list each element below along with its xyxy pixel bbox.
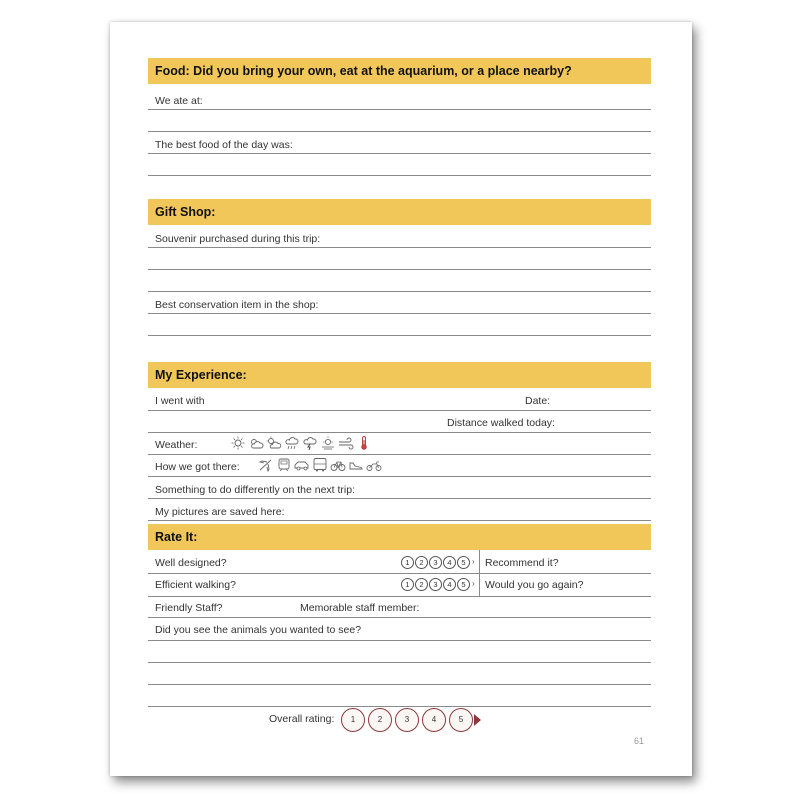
- pictures-line[interactable]: [148, 520, 651, 521]
- walking-shoe-icon[interactable]: [348, 458, 364, 472]
- overall-option[interactable]: 1: [341, 708, 365, 732]
- go-again-label: Would you go again?: [485, 579, 584, 591]
- ate-at-label: We ate at:: [155, 95, 203, 107]
- overall-option[interactable]: 2: [368, 708, 392, 732]
- rating-option[interactable]: 4: [443, 578, 456, 591]
- write-line[interactable]: [148, 175, 651, 176]
- write-line[interactable]: [148, 269, 651, 270]
- write-line[interactable]: [148, 291, 651, 292]
- food-header: Food: Did you bring your own, eat at the aquarium, or a place nearby?: [148, 58, 651, 84]
- rating-option[interactable]: 3: [429, 578, 442, 591]
- ate-at-line[interactable]: [148, 109, 651, 110]
- write-line[interactable]: [148, 131, 651, 132]
- rating-option[interactable]: 1: [401, 578, 414, 591]
- windy-sun-icon[interactable]: [320, 436, 336, 450]
- bicycle-icon[interactable]: [330, 458, 346, 472]
- weather-icons: [230, 436, 372, 450]
- rate-header: Rate It:: [148, 524, 651, 550]
- memorable-staff-label: Memorable staff member:: [300, 602, 420, 614]
- write-line[interactable]: [148, 706, 651, 707]
- arrow-icon: ›: [472, 579, 475, 588]
- transport-label: How we got there:: [155, 461, 240, 473]
- car-icon[interactable]: [294, 458, 310, 472]
- sun-icon[interactable]: [230, 436, 246, 450]
- differently-label: Something to do differently on the next trip:: [155, 484, 356, 496]
- weather-label: Weather:: [155, 439, 198, 451]
- souvenir-label: Souvenir purchased during this trip:: [155, 233, 321, 245]
- overall-option[interactable]: 4: [422, 708, 446, 732]
- arrow-tip-icon: [474, 714, 481, 726]
- efficient-label: Efficient walking?: [155, 579, 236, 591]
- page-number: 61: [634, 736, 645, 746]
- experience-header: My Experience:: [148, 362, 651, 388]
- weather-line: [148, 454, 651, 455]
- rating-option[interactable]: 4: [443, 556, 456, 569]
- bus-icon[interactable]: [312, 458, 328, 472]
- went-with-line[interactable]: [148, 410, 651, 411]
- overall-label: Overall rating:: [269, 713, 335, 725]
- rating-option[interactable]: 5: [457, 578, 470, 591]
- rating-option[interactable]: 2: [415, 556, 428, 569]
- overall-option[interactable]: 3: [395, 708, 419, 732]
- arrow-icon: ›: [472, 557, 475, 566]
- rating-option[interactable]: 1: [401, 556, 414, 569]
- thermometer-icon[interactable]: [356, 436, 372, 450]
- went-with-label: I went with: [155, 395, 205, 407]
- plane-icon[interactable]: [258, 458, 274, 472]
- overall-rating: [341, 708, 481, 732]
- conservation-line[interactable]: [148, 313, 651, 314]
- date-label: Date:: [525, 395, 551, 407]
- write-line[interactable]: [148, 662, 651, 663]
- journal-page: [110, 22, 692, 776]
- well-designed-rating: [401, 556, 475, 569]
- recommend-label: Recommend it?: [485, 557, 559, 569]
- rating-option[interactable]: 3: [429, 556, 442, 569]
- write-line[interactable]: [148, 684, 651, 685]
- train-icon[interactable]: [276, 458, 292, 472]
- souvenir-line[interactable]: [148, 247, 651, 248]
- distance-label: Distance walked today:: [447, 417, 555, 429]
- gift-shop-header: Gift Shop:: [148, 199, 651, 225]
- best-food-line[interactable]: [148, 153, 651, 154]
- rating-option[interactable]: 2: [415, 578, 428, 591]
- animals-line[interactable]: [148, 640, 651, 641]
- transport-icons: [258, 458, 382, 472]
- sun-cloud-icon[interactable]: [266, 436, 282, 450]
- well-designed-label: Well designed?: [155, 557, 227, 569]
- partly-cloudy-icon[interactable]: [248, 436, 264, 450]
- friendly-staff-label: Friendly Staff?: [155, 602, 223, 614]
- best-food-label: The best food of the day was:: [155, 139, 293, 151]
- transport-line: [148, 476, 651, 477]
- distance-line[interactable]: [148, 432, 651, 433]
- rate-line[interactable]: [148, 617, 651, 618]
- rate-line: [148, 573, 651, 574]
- wind-icon[interactable]: [338, 436, 354, 450]
- rate-line: [148, 596, 651, 597]
- rating-option[interactable]: 5: [457, 556, 470, 569]
- overall-option[interactable]: 5: [449, 708, 473, 732]
- write-line[interactable]: [148, 335, 651, 336]
- cloud-rain-icon[interactable]: [284, 436, 300, 450]
- animals-label: Did you see the animals you wanted to see?: [155, 624, 362, 636]
- differently-line[interactable]: [148, 498, 651, 499]
- motorcycle-icon[interactable]: [366, 458, 382, 472]
- conservation-label: Best conservation item in the shop:: [155, 299, 319, 311]
- efficient-rating: [401, 578, 475, 591]
- storm-icon[interactable]: [302, 436, 318, 450]
- pictures-label: My pictures are saved here:: [155, 506, 285, 518]
